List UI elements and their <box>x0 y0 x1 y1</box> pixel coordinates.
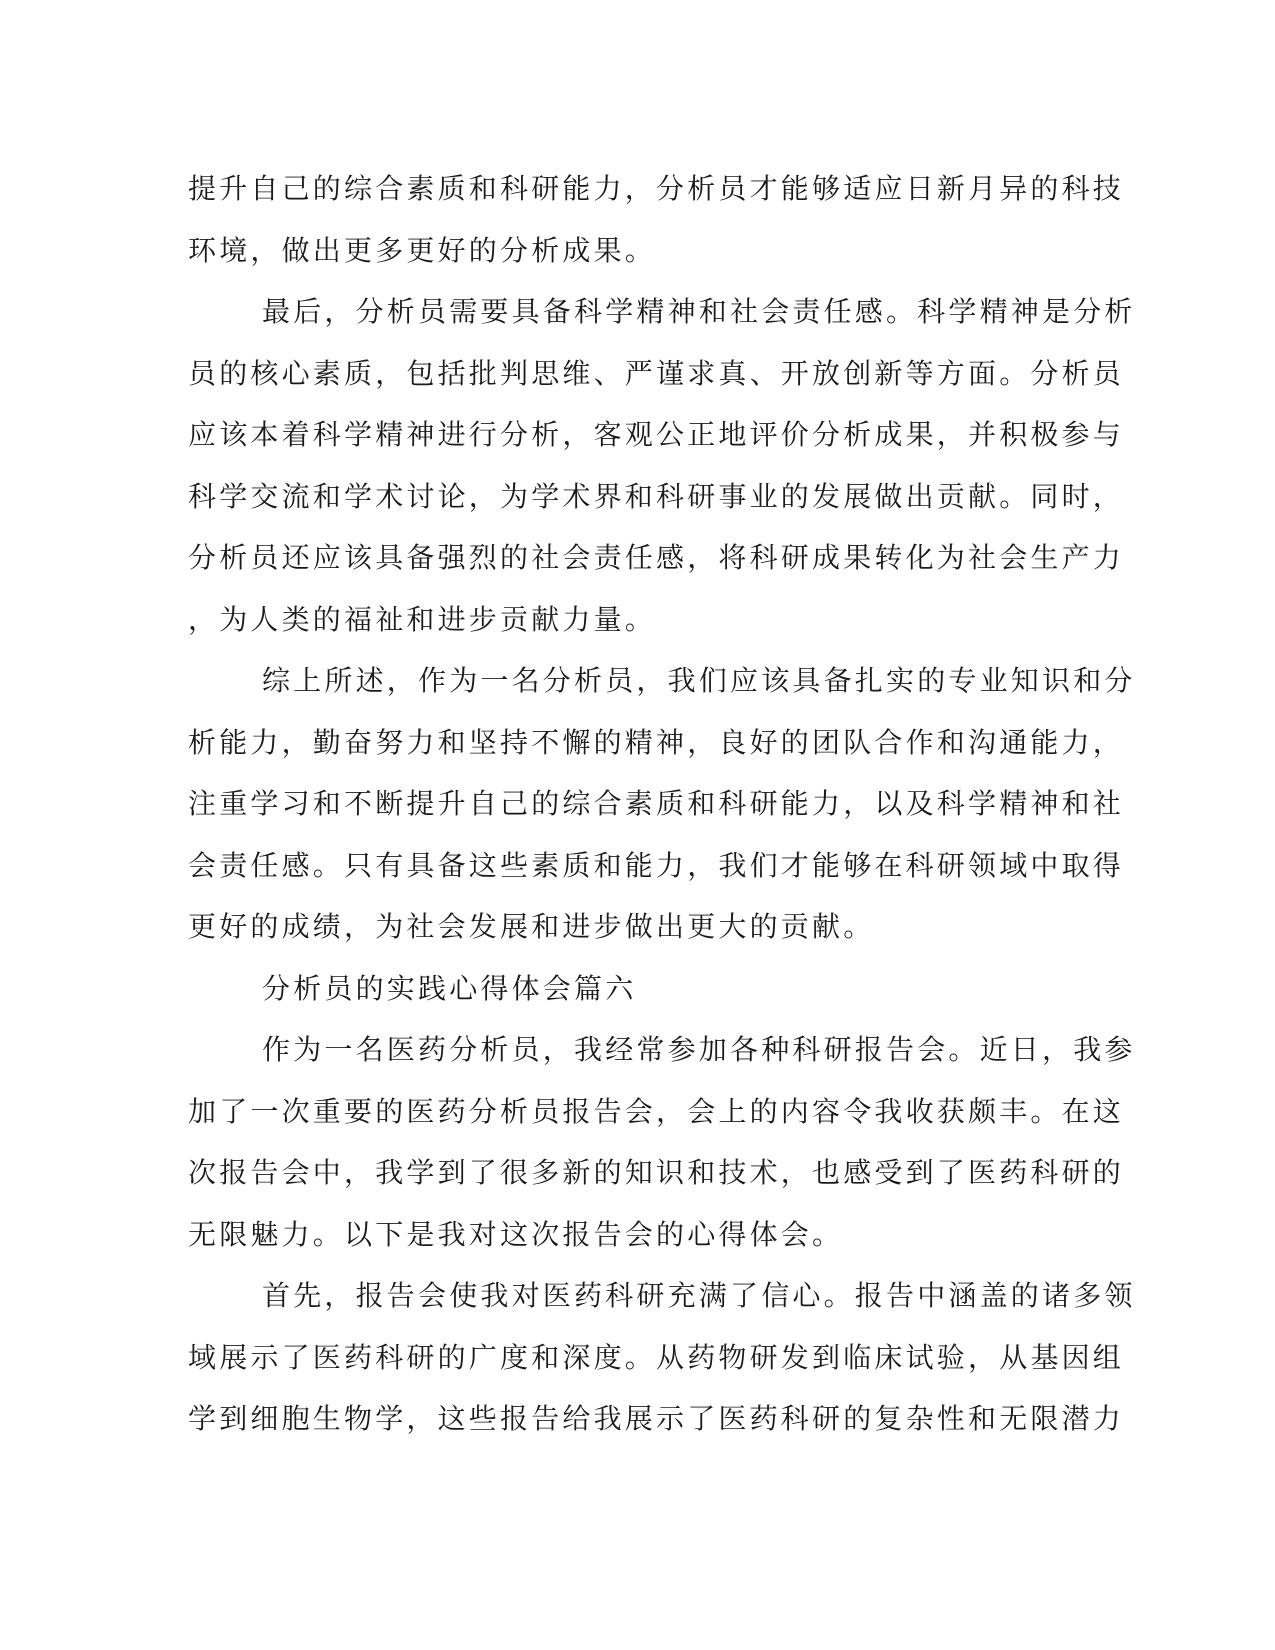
text-line: 注重学习和不断提升自己的综合素质和科研能力，以及科学精神和社 <box>188 787 1125 820</box>
text-line: 应该本着科学精神进行分析，客观公正地评价分析成果，并积极参与 <box>188 418 1125 451</box>
body-text <box>188 158 1136 1450</box>
text-line: 次报告会中，我学到了很多新的知识和技术，也感受到了医药科研的 <box>188 1156 1125 1189</box>
text-line: 作为一名医药分析员，我经常参加各种科研报告会。近日，我参 <box>262 1033 1136 1066</box>
text-line: 加了一次重要的医药分析员报告会，会上的内容令我收获颇丰。在这 <box>188 1094 1125 1128</box>
text-line: 首先，报告会使我对医药科研充满了信心。报告中涵盖的诸多领 <box>262 1279 1136 1312</box>
text-line: 更好的成绩，为社会发展和进步做出更大的贡献。 <box>188 910 875 943</box>
text-line: 分析员还应该具备强烈的社会责任感，将科研成果转化为社会生产力 <box>188 541 1125 574</box>
text-line: 学到细胞生物学，这些报告给我展示了医药科研的复杂性和无限潜力 <box>188 1402 1125 1435</box>
text-line: 最后，分析员需要具备科学精神和社会责任感。科学精神是分析 <box>262 295 1136 328</box>
text-line: 综上所述，作为一名分析员，我们应该具备扎实的专业知识和分 <box>262 664 1136 697</box>
text-line: 域展示了医药科研的广度和深度。从药物研发到临床试验，从基因组 <box>188 1340 1125 1374</box>
text-line: 无限魅力。以下是我对这次报告会的心得体会。 <box>188 1217 844 1251</box>
text-line: 环境，做出更多更好的分析成果。 <box>188 233 657 267</box>
text-line: 析能力，勤奋努力和坚持不懈的精神，良好的团队合作和沟通能力， <box>188 725 1125 759</box>
text-line: 提升自己的综合素质和科研能力，分析员才能够适应日新月异的科技 <box>188 172 1125 205</box>
section-heading: 分析员的实践心得体会篇六 <box>262 971 637 1005</box>
text-line: 员的核心素质，包括批判思维、严谨求真、开放创新等方面。分析员 <box>188 356 1125 390</box>
text-line: ，为人类的福祉和进步贡献力量。 <box>188 602 657 636</box>
text-line: 科学交流和学术讨论，为学术界和科研事业的发展做出贡献。同时， <box>188 479 1125 513</box>
text-line: 会责任感。只有具备这些素质和能力，我们才能够在科研领域中取得 <box>188 848 1125 882</box>
